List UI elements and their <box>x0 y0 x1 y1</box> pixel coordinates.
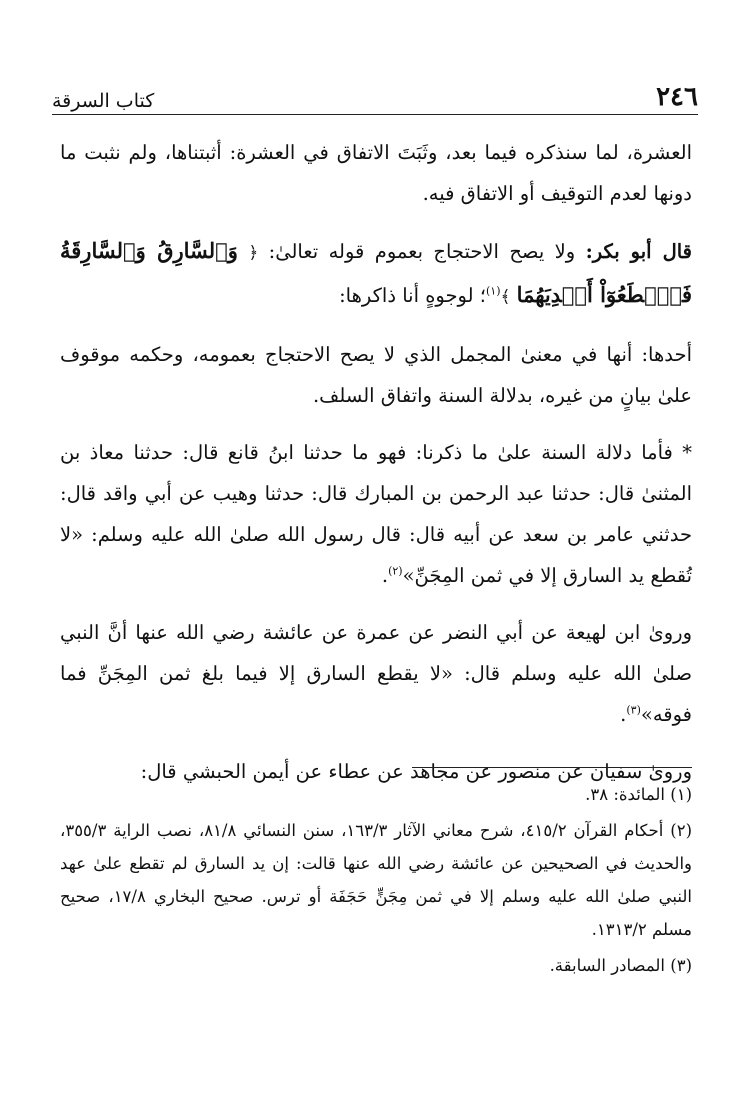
paragraph-text: ورویٰ سفيان عن منصور عن مجاهد عن عطاء عن أيمن الحبشي قال: <box>140 760 692 783</box>
footnote-text: المائدة: ٣٨. <box>585 785 665 804</box>
footnote-ref[interactable]: (٢) <box>388 564 403 578</box>
footnote-number: (٣) <box>670 956 692 975</box>
footnote-1 <box>60 778 692 811</box>
paragraph-text: ولا يصح الاحتجاج بعموم قوله تعالىٰ: <box>258 240 586 263</box>
page-number: ٢٤٦ <box>656 82 698 112</box>
footnote-number: (١) <box>670 785 692 804</box>
paragraph-text: أحدها: أنها في معنىٰ المجمل الذي لا يصح الاحتجاج بعمومه، وحكمه موقوف علىٰ بيانٍ من غيره، بدلالة السنة واتفاق السلف. <box>60 343 692 407</box>
paragraph-text: * فأما دلالة السنة علىٰ ما ذكرنا: فهو ما حدثنا ابنُ قانع قال: حدثنا معاذ بن المثنىٰ قال: حدثنا عبد الرحمن بن المبارك قال: حدثنا وهيب عن أبي واقد قال: حدثني عامر بن سعد عن أبيه قال: قال رسول الله صلىٰ الله عليه وسلم: «لا تُقطع يد السارق إلا في ثمن المِجَنِّ» <box>60 441 692 587</box>
footnote-ref[interactable]: (٣) <box>626 703 641 717</box>
speaker-lead: قال أبو بكر: <box>585 240 692 263</box>
paragraph-end: . <box>620 703 627 726</box>
paragraph-text: العشرة، لما سنذكره فيما بعد، وثَبَتَ الاتفاق في العشرة: أثبتناها، ولم نثبت ما دونها لعدم التوقيف أو الاتفاق فيه. <box>60 141 692 205</box>
quran-verse: وَٱلسَّارِقُ وَٱلسَّارِقَةُ فَٱقۡطَعُوٓاْ أَيۡدِيَهُمَا <box>60 238 692 307</box>
footnote-divider <box>412 767 692 768</box>
quran-open-bracket: ﴿ <box>248 243 259 263</box>
footnote-number: (٢) <box>670 821 692 840</box>
footnote-text: أحكام القرآن ٤١٥/٢، شرح معاني الآثار ١٦٣/٣، سنن النسائي ٨١/٨، نصب الراية ٣٥٥/٣، والحديث في الصحيحين عن عائشة رضي الله عنها قالت: إن يد السارق لم تقطع علىٰ عهد النبي صلىٰ الله عليه وسلم إلا في ثمن مِجَنٍّ حَجَفَة أو ترس. صحيح البخاري ١٧/٨، صحيح مسلم ١٣١٣/٢. <box>60 821 692 939</box>
quran-close-bracket: ﴾ <box>500 287 511 307</box>
footnote-ref[interactable]: (١) <box>485 284 501 298</box>
paragraph-3 <box>60 334 692 416</box>
footnotes <box>60 778 692 985</box>
paragraph-5 <box>60 612 692 735</box>
header-divider <box>52 114 698 115</box>
paragraph-end: . <box>381 564 389 587</box>
main-text <box>60 132 692 808</box>
paragraph-1 <box>60 132 692 214</box>
page-header <box>52 72 698 112</box>
footnote-3 <box>60 949 692 982</box>
paragraph-text: ورویٰ ابن لهيعة عن أبي النضر عن عمرة عن عائشة رضي الله عنها أنَّ النبي صلىٰ الله عليه وسلم قال: «لا يقطع السارق إلا فيما بلغ ثمن المِجَنِّ فما فوقه» <box>60 621 692 726</box>
paragraph-2 <box>60 230 692 318</box>
footnote-2 <box>60 814 692 946</box>
paragraph-text: ؛ لوجوهٍ أنا ذاكرها: <box>339 284 486 307</box>
footnote-text: المصادر السابقة. <box>549 956 665 975</box>
running-title: كتاب السرقة <box>52 90 155 112</box>
paragraph-4 <box>60 432 692 596</box>
